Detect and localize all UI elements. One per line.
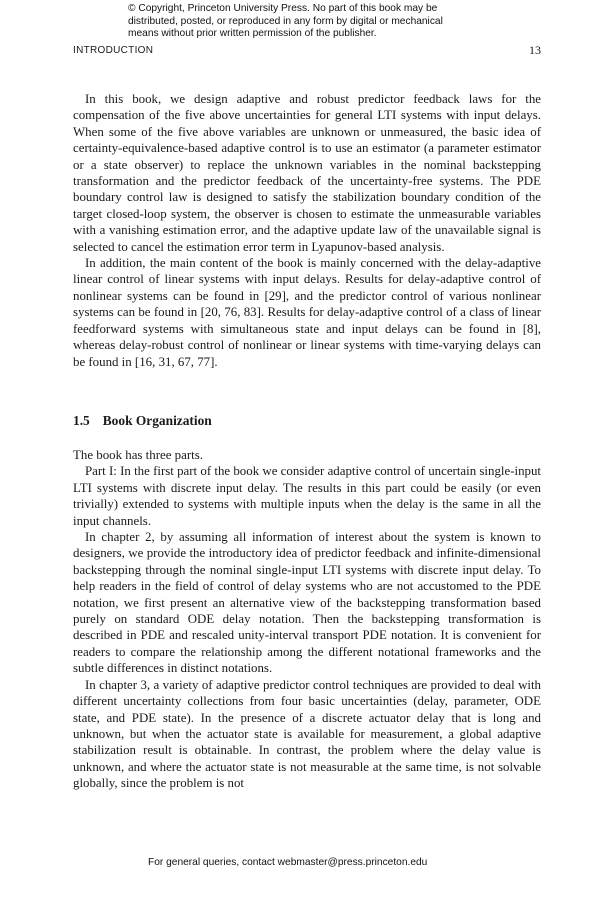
section-number: 1.5 (73, 413, 90, 428)
copyright-line: distributed, posted, or reproduced in any form by digital or mechanical (128, 15, 443, 27)
copyright-line: means without prior written permission of the publisher. (128, 28, 377, 39)
paragraph: In chapter 2, by assuming all information of interest about the system is known to designers, we provide the introductory idea of predictor feedback and infinite-dimensional backstepping through the nominal single-input LTI systems with discrete input delay. To help readers in the field of control of delay systems who are not accustomed to the PDE notation, we first present an alternative view of the backstepping transformation based purely on standard ODE delay notation. Then the backstepping transformation is described in PDE and rescaled unity-interval transport PDE notation. It is convenient for readers to compare the relationship among the different notational frameworks and the subtle differences in distinct notations. (73, 530, 541, 676)
section-title: Book Organization (102, 413, 212, 428)
intro-text-block (73, 91, 541, 370)
organization-text-block (73, 447, 541, 792)
footer-contact: For general queries, contact webmaster@press.princeton.edu (148, 857, 428, 868)
page-number: 13 (529, 43, 541, 57)
copyright-line: © Copyright, Princeton University Press. No part of this book may be (128, 3, 438, 14)
paragraph: The book has three parts. (73, 448, 203, 462)
running-head (73, 43, 541, 57)
paragraph: In this book, we design adaptive and robust predictor feedback laws for the compensation of the five above uncertainties for general LTI systems with input delays. When some of the five above variables are unknown or unmeasured, the basic idea of certainty-equivalence-based adaptive control is to use an estimator (a parameter estimator or a state observer) to replace the unknown variables in the nominal backstepping transformation and the predictor feedback of the uncertainty-free systems. The PDE boundary control law is designed to satisfy the stabilization boundary condition of the target closed-loop system, the observer is chosen to estimate the unmeasurable variables with a vanishing estimation error, and the adaptive update law of the unavailable signal is selected to cancel the estimation error term in Lyapunov-based analysis. (73, 92, 541, 254)
copyright-notice (128, 3, 488, 41)
paragraph: In addition, the main content of the book is mainly concerned with the delay-adaptive linear control of linear systems with input delays. Results for delay-adaptive control of nonlinear systems can be found in [29], and the predictor control of various nonlinear systems can be found in [20, 76, 83]. Results for delay-adaptive control of a class of linear feedforward systems with simultaneous state and input delays can be found in [8], whereas delay-robust control of nonlinear or linear systems with time-varying delays can be found in [16, 31, 67, 77]. (73, 256, 541, 369)
paragraph: Part I: In the first part of the book we consider adaptive control of uncertain single-input LTI systems with discrete input delay. The results in this part could be easily (or even trivially) extended to systems with multiple inputs when the delay is the same in all the input channels. (73, 464, 541, 528)
chapter-title: INTRODUCTION (73, 45, 154, 56)
section-heading (73, 413, 212, 429)
paragraph: In chapter 3, a variety of adaptive predictor control techniques are provided to deal with different uncertainty collections from four basic uncertainties (delay, parameter, ODE state, and PDE state). In the presence of a discrete actuator delay that is long and unknown, but when the actuator state is available for measurement, a global adaptive stabilization result is obtainable. In contrast, the problem where the delay value is unknown, and where the actuator state is not measurable at the same time, is not solvable globally, since the problem is not (73, 677, 541, 791)
